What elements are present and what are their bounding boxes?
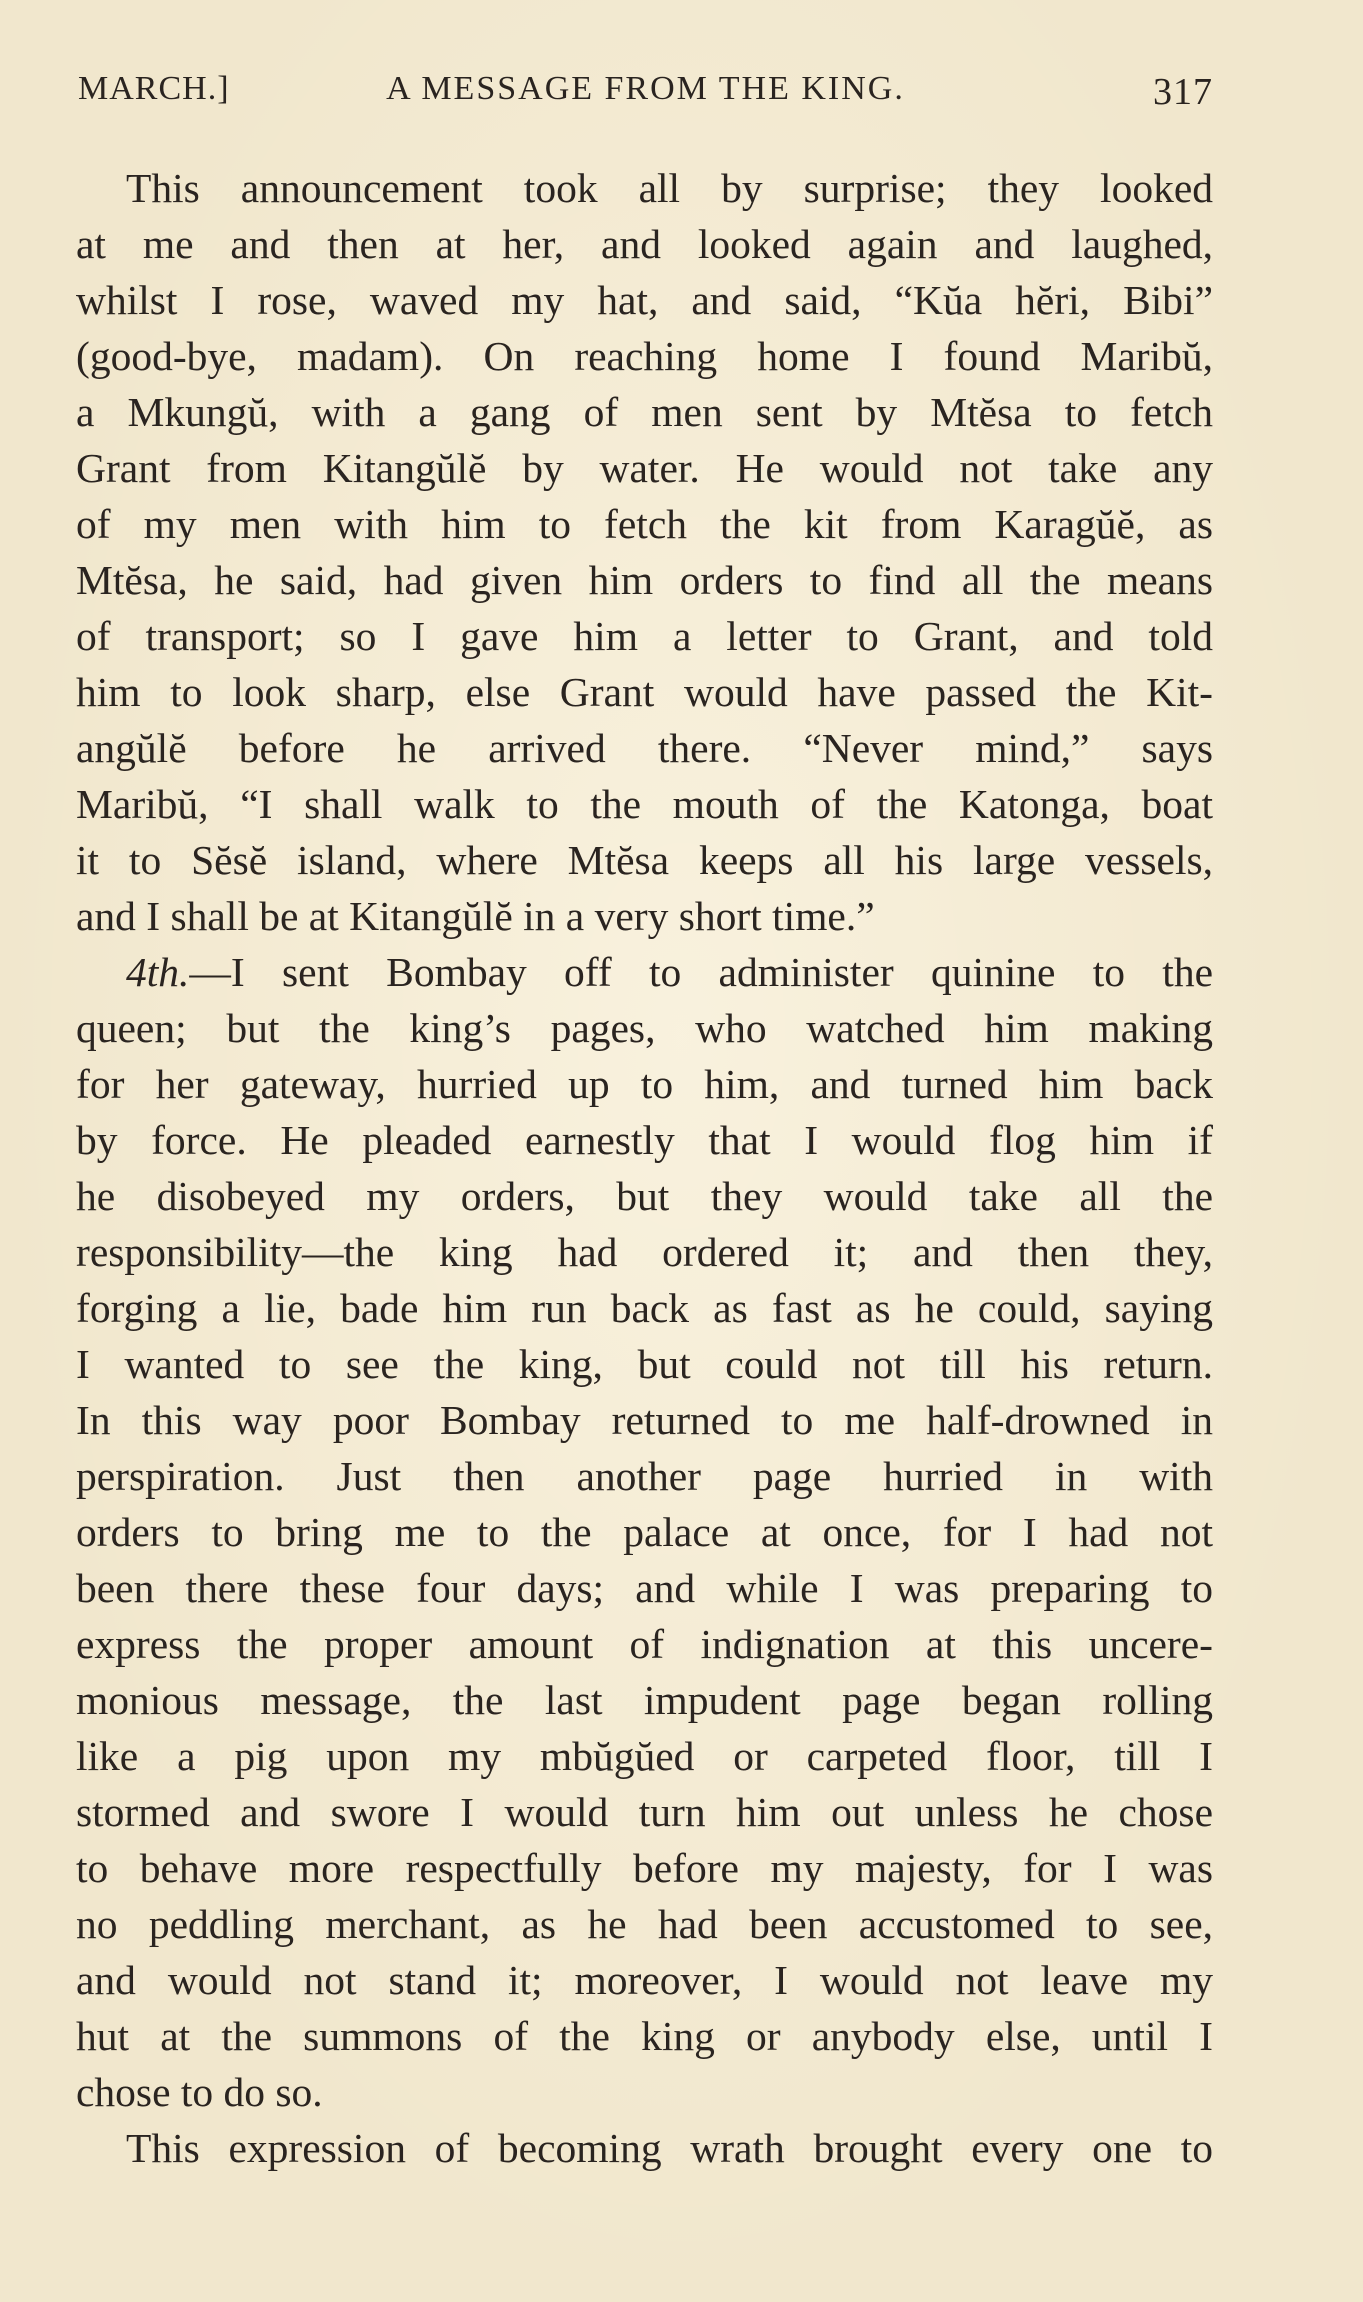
text-line: responsibility—the king had ordered it; and then they, — [76, 1229, 1213, 1275]
text-line: a Mkungŭ, with a gang of men sent by Mtĕsa to fetch — [76, 389, 1213, 435]
text-line: Grant from Kitangŭlĕ by water. He would not take any — [76, 445, 1213, 491]
text-line: of my men with him to fetch the kit from Karagŭĕ, as — [76, 501, 1213, 547]
body-text — [76, 160, 1213, 2176]
text-line-rest: —I sent Bombay off to administer quinine to the — [189, 949, 1213, 995]
text-line: This expression of becoming wrath brought every one to — [126, 2125, 1213, 2171]
text-line: Mtĕsa, he said, had given him orders to find all the means — [76, 557, 1213, 603]
text-line: whilst I rose, waved my hat, and said, “Kŭa hĕri, Bibi” — [76, 277, 1213, 323]
text-line: orders to bring me to the palace at once, for I had not — [76, 1509, 1213, 1555]
text-line: (good-bye, madam). On reaching home I found Maribŭ, — [76, 333, 1213, 379]
text-line: In this way poor Bombay returned to me half-drowned in — [76, 1397, 1213, 1443]
text-line: him to look sharp, else Grant would have passed the Kit- — [76, 669, 1213, 715]
text-line: express the proper amount of indignation at this uncere- — [76, 1621, 1213, 1667]
text-line: been there these four days; and while I was preparing to — [76, 1565, 1213, 1611]
paragraph-3 — [76, 2120, 1213, 2176]
text-line: for her gateway, hurried up to him, and turned him back — [76, 1061, 1213, 1107]
text-line: forging a lie, bade him run back as fast as he could, saying — [76, 1285, 1213, 1331]
running-header — [78, 70, 1213, 120]
text-line: and I shall be at Kitangŭlĕ in a very short time.” — [76, 893, 875, 939]
paragraph-2 — [76, 944, 1213, 2120]
header-chapter-date: MARCH.] — [78, 70, 230, 107]
text-line-first — [76, 944, 1213, 1000]
text-line: by force. He pleaded earnestly that I would flog him if — [76, 1117, 1213, 1163]
text-line: of transport; so I gave him a letter to Grant, and told — [76, 613, 1213, 659]
text-line: he disobeyed my orders, but they would take all the — [76, 1173, 1213, 1219]
text-line: chose to do so. — [76, 2069, 323, 2115]
text-line: perspiration. Just then another page hurried in with — [76, 1453, 1213, 1499]
text-line: at me and then at her, and looked again and laughed, — [76, 221, 1213, 267]
text-line: like a pig upon my mbŭgŭed or carpeted floor, till I — [76, 1733, 1213, 1779]
text-line: angŭlĕ before he arrived there. “Never mind,” says — [76, 725, 1213, 771]
header-title: A MESSAGE FROM THE KING. — [386, 70, 905, 107]
text-line: no peddling merchant, as he had been accustomed to see, — [76, 1901, 1213, 1947]
text-line: monious message, the last impudent page began rolling — [76, 1677, 1213, 1723]
diary-date: 4th. — [126, 949, 190, 995]
page-number: 317 — [1153, 71, 1213, 113]
text-line: I wanted to see the king, but could not till his return. — [76, 1341, 1213, 1387]
text-line: hut at the summons of the king or anybody else, until I — [76, 2013, 1213, 2059]
text-line: and would not stand it; moreover, I would not leave my — [76, 1957, 1213, 2003]
text-line: Maribŭ, “I shall walk to the mouth of the Katonga, boat — [76, 781, 1213, 827]
text-line: to behave more respectfully before my majesty, for I was — [76, 1845, 1213, 1891]
paragraph-1 — [76, 160, 1213, 944]
text-line: stormed and swore I would turn him out unless he chose — [76, 1789, 1213, 1835]
text-line: This announcement took all by surprise; they looked — [126, 165, 1213, 211]
text-line: it to Sĕsĕ island, where Mtĕsa keeps all his large vessels, — [76, 837, 1213, 883]
text-line: queen; but the king’s pages, who watched him making — [76, 1005, 1213, 1051]
